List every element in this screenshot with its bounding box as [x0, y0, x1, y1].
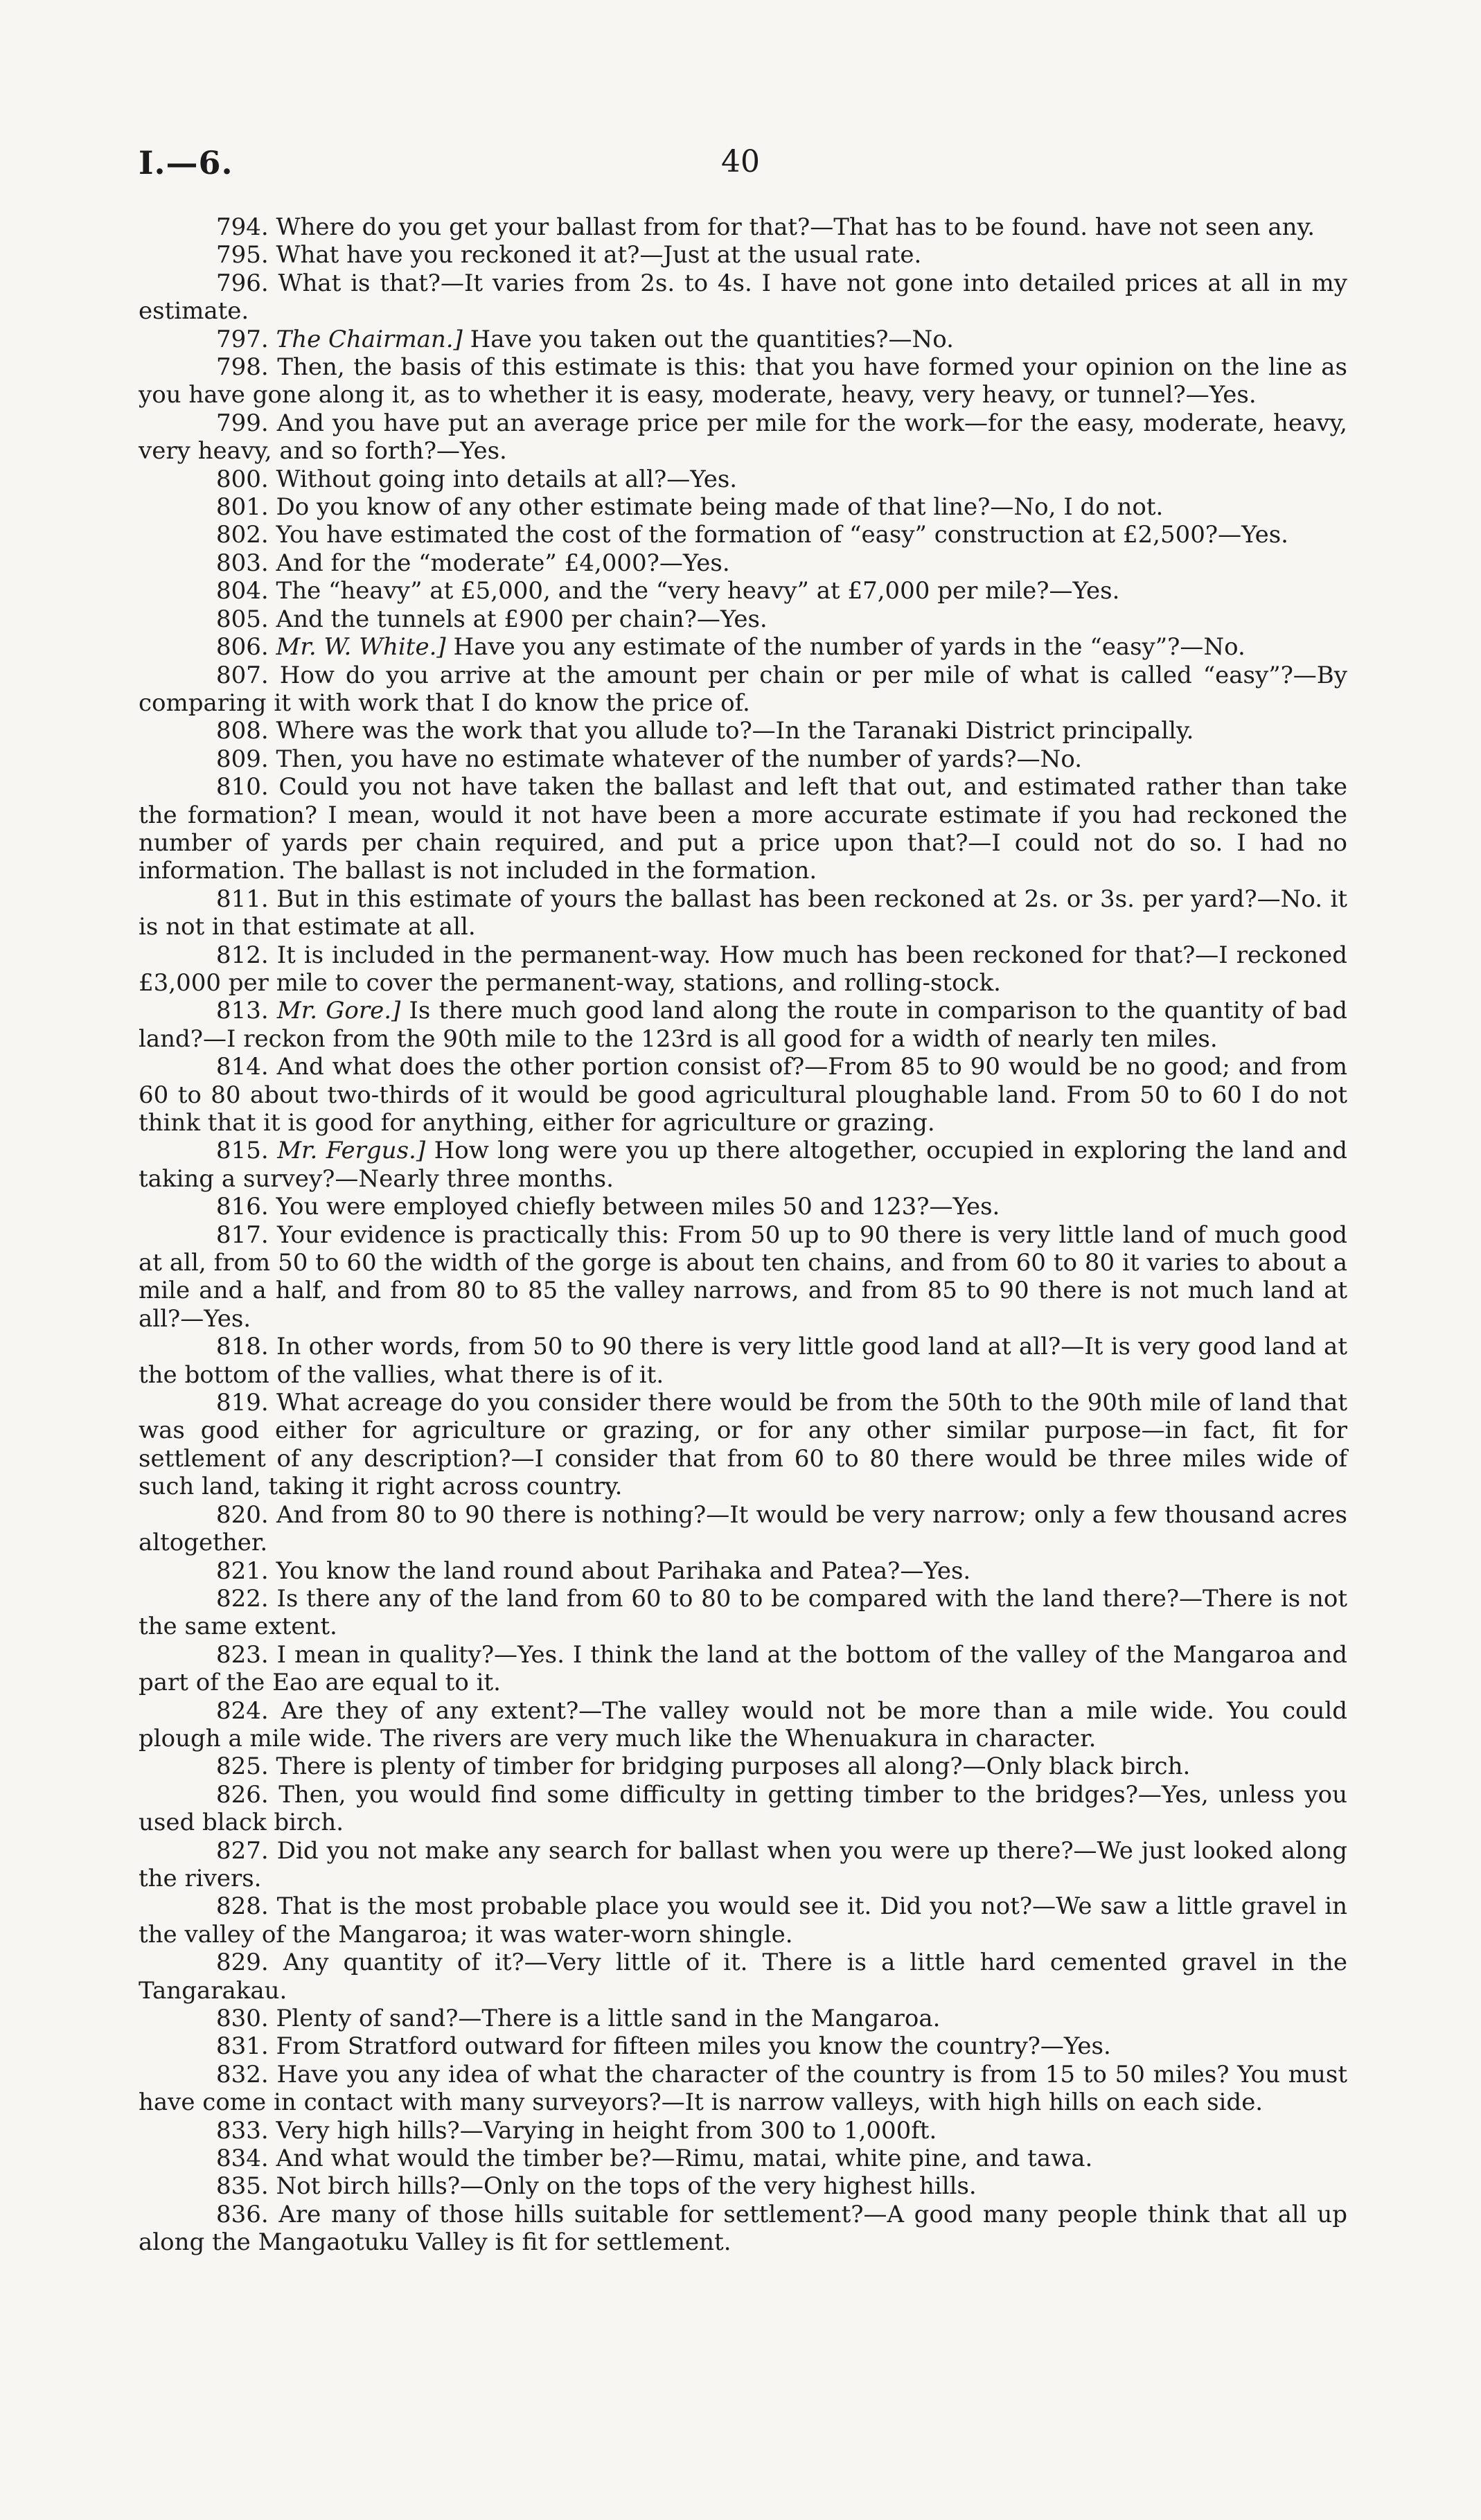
question-answer-text: And for the “moderate” £4,000?—Yes.	[276, 549, 730, 577]
evidence-paragraph	[139, 1641, 1347, 1697]
evidence-paragraph	[139, 662, 1347, 718]
evidence-paragraph	[139, 1949, 1347, 2005]
question-answer-text: I mean in quality?—Yes. I think the land at the bottom of the valley of the Mangaroa and part of the Eao are equal to it.	[139, 1640, 1347, 1697]
question-number: 831.	[216, 2032, 269, 2061]
question-answer-text: And the tunnels at £900 per chain?—Yes.	[276, 605, 768, 633]
question-number: 796.	[216, 269, 269, 297]
question-number: 799.	[216, 409, 269, 437]
question-number: 820.	[216, 1500, 269, 1529]
evidence-paragraph	[139, 2005, 1347, 2032]
evidence-paragraph	[139, 2061, 1347, 2117]
question-number: 829.	[216, 1949, 269, 1977]
question-answer-text: Your evidence is practically this: From 50 up to 90 there is very little land of much good at all, from 50 to 60 the width of the gorge is about ten chains, and from 60 to 80 it varies to about a mile and a half, and from 80 to 85 the valley narrows, and from 85 to 90 there is not much land at all?—Yes.	[139, 1221, 1347, 1333]
question-answer-text: In other words, from 50 to 90 there is very little good land at all?—It is very good land at the bottom of the vallies, what there is of it.	[139, 1333, 1347, 1389]
question-answer-text: Then, you would find some difficulty in getting timber to the bridges?—Yes, unless you used black birch.	[139, 1780, 1348, 1837]
evidence-paragraph	[139, 2145, 1347, 2172]
question-answer-text: And what does the other portion consist of?—From 85 to 90 would be no good; and from 60 to 80 about two-thirds of it would be good agricultural ploughable land. From 50 to 60 I do not think that it is good for anything, either for agriculture or grazing.	[139, 1053, 1347, 1137]
question-number: 826.	[216, 1780, 269, 1809]
question-answer-text: Are they of any extent?—The valley would not be more than a mile wide. You could plough a mile wide. The rivers are very much like the Whenuakura in character.	[139, 1696, 1347, 1753]
question-answer-text: What is that?—It varies from 2s. to 4s. I have not gone into detailed prices at all in my estimate.	[139, 269, 1348, 326]
question-number: 836.	[216, 2200, 269, 2228]
question-number: 817.	[216, 1221, 269, 1249]
question-number: 804.	[216, 577, 269, 605]
question-number: 811.	[216, 885, 269, 913]
question-answer-text: Could you not have taken the ballast and left that out, and estimated rather than take the formation? I mean, would it not have been a more accurate estimate if you had reckoned the number of yards per chain required, and put a price upon that?—I could not do so. I had no information. The ballast is not included in the formation.	[139, 773, 1348, 885]
evidence-paragraph	[139, 241, 1347, 269]
evidence-paragraph	[139, 1753, 1347, 1780]
evidence-paragraph	[139, 1557, 1347, 1585]
evidence-paragraph	[139, 1053, 1347, 1137]
page-number: 40	[721, 144, 760, 179]
question-number: 794.	[216, 213, 269, 241]
speaker-name: The Chairman.]	[276, 325, 463, 353]
question-answer-text: Do you know of any other estimate being made of that line?—No, I do not.	[276, 493, 1164, 522]
question-answer-text: Not birch hills?—Only on the tops of the very highest hills.	[276, 2172, 977, 2201]
question-answer-text: Is there much good land along the route in comparison to the quantity of bad land?—I reckon from the 90th mile to the 123rd is all good for a width of nearly ten miles.	[139, 997, 1348, 1053]
question-answer-text: It is included in the permanent-way. How much has been reckoned for that?—I reckoned £3,000 per mile to cover the permanent-way, stations, and rolling-stock.	[139, 941, 1347, 997]
question-answer-text: And from 80 to 90 there is nothing?—It would be very narrow; only a few thousand acres altogether.	[139, 1500, 1347, 1557]
question-answer-text: What acreage do you consider there would be from the 50th to the 90th mile of land that was good either for agriculture or grazing, or for any other similar purpose—in fact, fit for settlement of any description?—I consider that from 60 to 80 there would be three miles wide of such land, taking it right across country.	[139, 1389, 1348, 1501]
question-answer-text: Have you taken out the quantities?—No.	[470, 325, 954, 353]
evidence-paragraph	[139, 941, 1347, 997]
question-answer-text: Very high hills?—Varying in height from 300 to 1,000ft.	[276, 2116, 937, 2145]
question-number: 795.	[216, 241, 269, 269]
question-number: 825.	[216, 1753, 269, 1781]
evidence-paragraph	[139, 1697, 1347, 1753]
question-answer-text: There is plenty of timber for bridging purposes all along?—Only black birch.	[276, 1753, 1191, 1781]
question-number: 833.	[216, 2116, 269, 2145]
question-number: 812.	[216, 941, 269, 969]
question-answer-text: The “heavy” at £5,000, and the “very heavy” at £7,000 per mile?—Yes.	[276, 577, 1120, 605]
question-answer-text: You were employed chiefly between miles 50 and 123?—Yes.	[276, 1193, 1000, 1221]
question-number: 821.	[216, 1556, 269, 1585]
speaker-name: Mr. Gore.]	[276, 997, 401, 1025]
evidence-paragraph	[139, 326, 1347, 353]
question-answer-text: Is there any of the land from 60 to 80 to be compared with the land there?—There is not the same extent.	[139, 1584, 1348, 1641]
evidence-paragraph	[139, 1193, 1347, 1221]
evidence-paragraph	[139, 717, 1347, 745]
evidence-paragraph	[139, 465, 1347, 493]
evidence-paragraph	[139, 1585, 1347, 1641]
question-answer-text: Have you any idea of what the character of the country is from 15 to 50 miles? You must have come in contact with many surveyors?—It is narrow valleys, with high hills on each side.	[139, 2060, 1348, 2117]
question-answer-text: You have estimated the cost of the formation of “easy” construction at £2,500?—Yes.	[276, 521, 1288, 549]
evidence-text	[139, 213, 1347, 2257]
page-header	[139, 144, 1342, 186]
speaker-name: Mr. W. White.]	[276, 633, 446, 662]
question-number: 807.	[216, 661, 269, 689]
evidence-paragraph	[139, 269, 1347, 326]
question-number: 814.	[216, 1053, 269, 1081]
evidence-paragraph	[139, 493, 1347, 521]
question-answer-text: Have you any estimate of the number of yards in the “easy”?—No.	[453, 633, 1245, 662]
question-number: 803.	[216, 549, 269, 577]
parliamentary-paper-reference: I.—6.	[139, 144, 233, 181]
question-answer-text: Did you not make any search for ballast when you were up there?—We just looked along the rivers.	[139, 1836, 1348, 1892]
evidence-paragraph	[139, 745, 1347, 773]
question-number: 800.	[216, 465, 269, 493]
question-number: 809.	[216, 745, 269, 773]
evidence-paragraph	[139, 605, 1347, 633]
question-answer-text: Any quantity of it?—Very little of it. There is a little hard cemented gravel in the Tangarakau.	[139, 1949, 1347, 2005]
evidence-paragraph	[139, 213, 1347, 241]
question-number: 805.	[216, 605, 269, 633]
evidence-paragraph	[139, 549, 1347, 577]
evidence-paragraph	[139, 633, 1347, 661]
question-number: 832.	[216, 2060, 269, 2088]
evidence-paragraph	[139, 1781, 1347, 1837]
question-number: 819.	[216, 1389, 269, 1417]
question-number: 824.	[216, 1696, 269, 1725]
question-number: 828.	[216, 1892, 269, 1921]
question-number: 810.	[216, 773, 269, 801]
evidence-paragraph	[139, 409, 1347, 465]
question-answer-text: What have you reckoned it at?—Just at the usual rate.	[276, 241, 922, 269]
question-answer-text: Where was the work that you allude to?—In the Taranaki District principally.	[276, 717, 1194, 745]
question-number: 827.	[216, 1836, 269, 1865]
question-number: 813.	[216, 997, 269, 1025]
evidence-paragraph	[139, 1221, 1347, 1333]
evidence-paragraph	[139, 1389, 1347, 1501]
evidence-paragraph	[139, 2172, 1347, 2200]
question-number: 808.	[216, 717, 269, 745]
evidence-paragraph	[139, 2032, 1347, 2060]
question-number: 815.	[216, 1137, 269, 1165]
question-answer-text: But in this estimate of yours the ballast has been reckoned at 2s. or 3s. per yard?—No. it is not in that estimate at all.	[139, 885, 1348, 941]
evidence-paragraph	[139, 353, 1347, 409]
question-number: 818.	[216, 1333, 269, 1361]
question-answer-text: Without going into details at all?—Yes.	[276, 465, 738, 493]
evidence-paragraph	[139, 997, 1347, 1053]
question-answer-text: You know the land round about Parihaka and Patea?—Yes.	[276, 1556, 971, 1585]
question-number: 806.	[216, 633, 269, 662]
question-answer-text: That is the most probable place you would see it. Did you not?—We saw a little gravel in the valley of the Mangaroa; it was water-worn shingle.	[139, 1892, 1347, 1949]
question-answer-text: And you have put an average price per mile for the work—for the easy, moderate, heavy, very heavy, and so forth?—Yes.	[139, 409, 1347, 465]
question-answer-text: Are many of those hills suitable for settlement?—A good many people think that all up along the Mangaotuku Valley is fit for settlement.	[139, 2200, 1347, 2257]
question-answer-text: Then, you have no estimate whatever of the number of yards?—No.	[276, 745, 1083, 773]
question-number: 834.	[216, 2145, 269, 2173]
evidence-paragraph	[139, 2117, 1347, 2145]
evidence-paragraph	[139, 1837, 1347, 1893]
question-number: 835.	[216, 2172, 269, 2201]
question-answer-text: From Stratford outward for fifteen miles you know the country?—Yes.	[276, 2032, 1111, 2061]
evidence-paragraph	[139, 1137, 1347, 1193]
question-answer-text: Then, the basis of this estimate is this: that you have formed your opinion on the line as you have gone along it, as to whether it is easy, moderate, heavy, very heavy, or tunnel?—Yes.	[139, 353, 1347, 409]
evidence-paragraph	[139, 885, 1347, 941]
question-number: 798.	[216, 353, 269, 382]
question-answer-text: Where do you get your ballast from for that?—That has to be found. have not seen any.	[276, 213, 1315, 241]
question-number: 797.	[216, 325, 269, 353]
question-number: 830.	[216, 2005, 269, 2032]
evidence-paragraph	[139, 577, 1347, 605]
question-number: 816.	[216, 1193, 269, 1221]
question-answer-text: How do you arrive at the amount per chain or per mile of what is called “easy”?—By comparing it with work that I do know the price of.	[139, 661, 1347, 717]
question-number: 822.	[216, 1584, 269, 1613]
question-answer-text: Plenty of sand?—There is a little sand in the Mangaroa.	[276, 2005, 941, 2032]
question-number: 801.	[216, 493, 269, 522]
question-number: 823.	[216, 1640, 269, 1669]
evidence-paragraph	[139, 1501, 1347, 1557]
question-answer-text: And what would the timber be?—Rimu, matai, white pine, and tawa.	[276, 2145, 1093, 2173]
evidence-paragraph	[139, 773, 1347, 885]
evidence-paragraph	[139, 2201, 1347, 2257]
evidence-paragraph	[139, 1892, 1347, 1949]
question-number: 802.	[216, 521, 269, 549]
question-answer-text: How long were you up there altogether, occupied in exploring the land and taking a survey?—Nearly three months.	[139, 1137, 1348, 1193]
evidence-paragraph	[139, 1333, 1347, 1389]
evidence-paragraph	[139, 521, 1347, 549]
speaker-name: Mr. Fergus.]	[277, 1137, 426, 1165]
